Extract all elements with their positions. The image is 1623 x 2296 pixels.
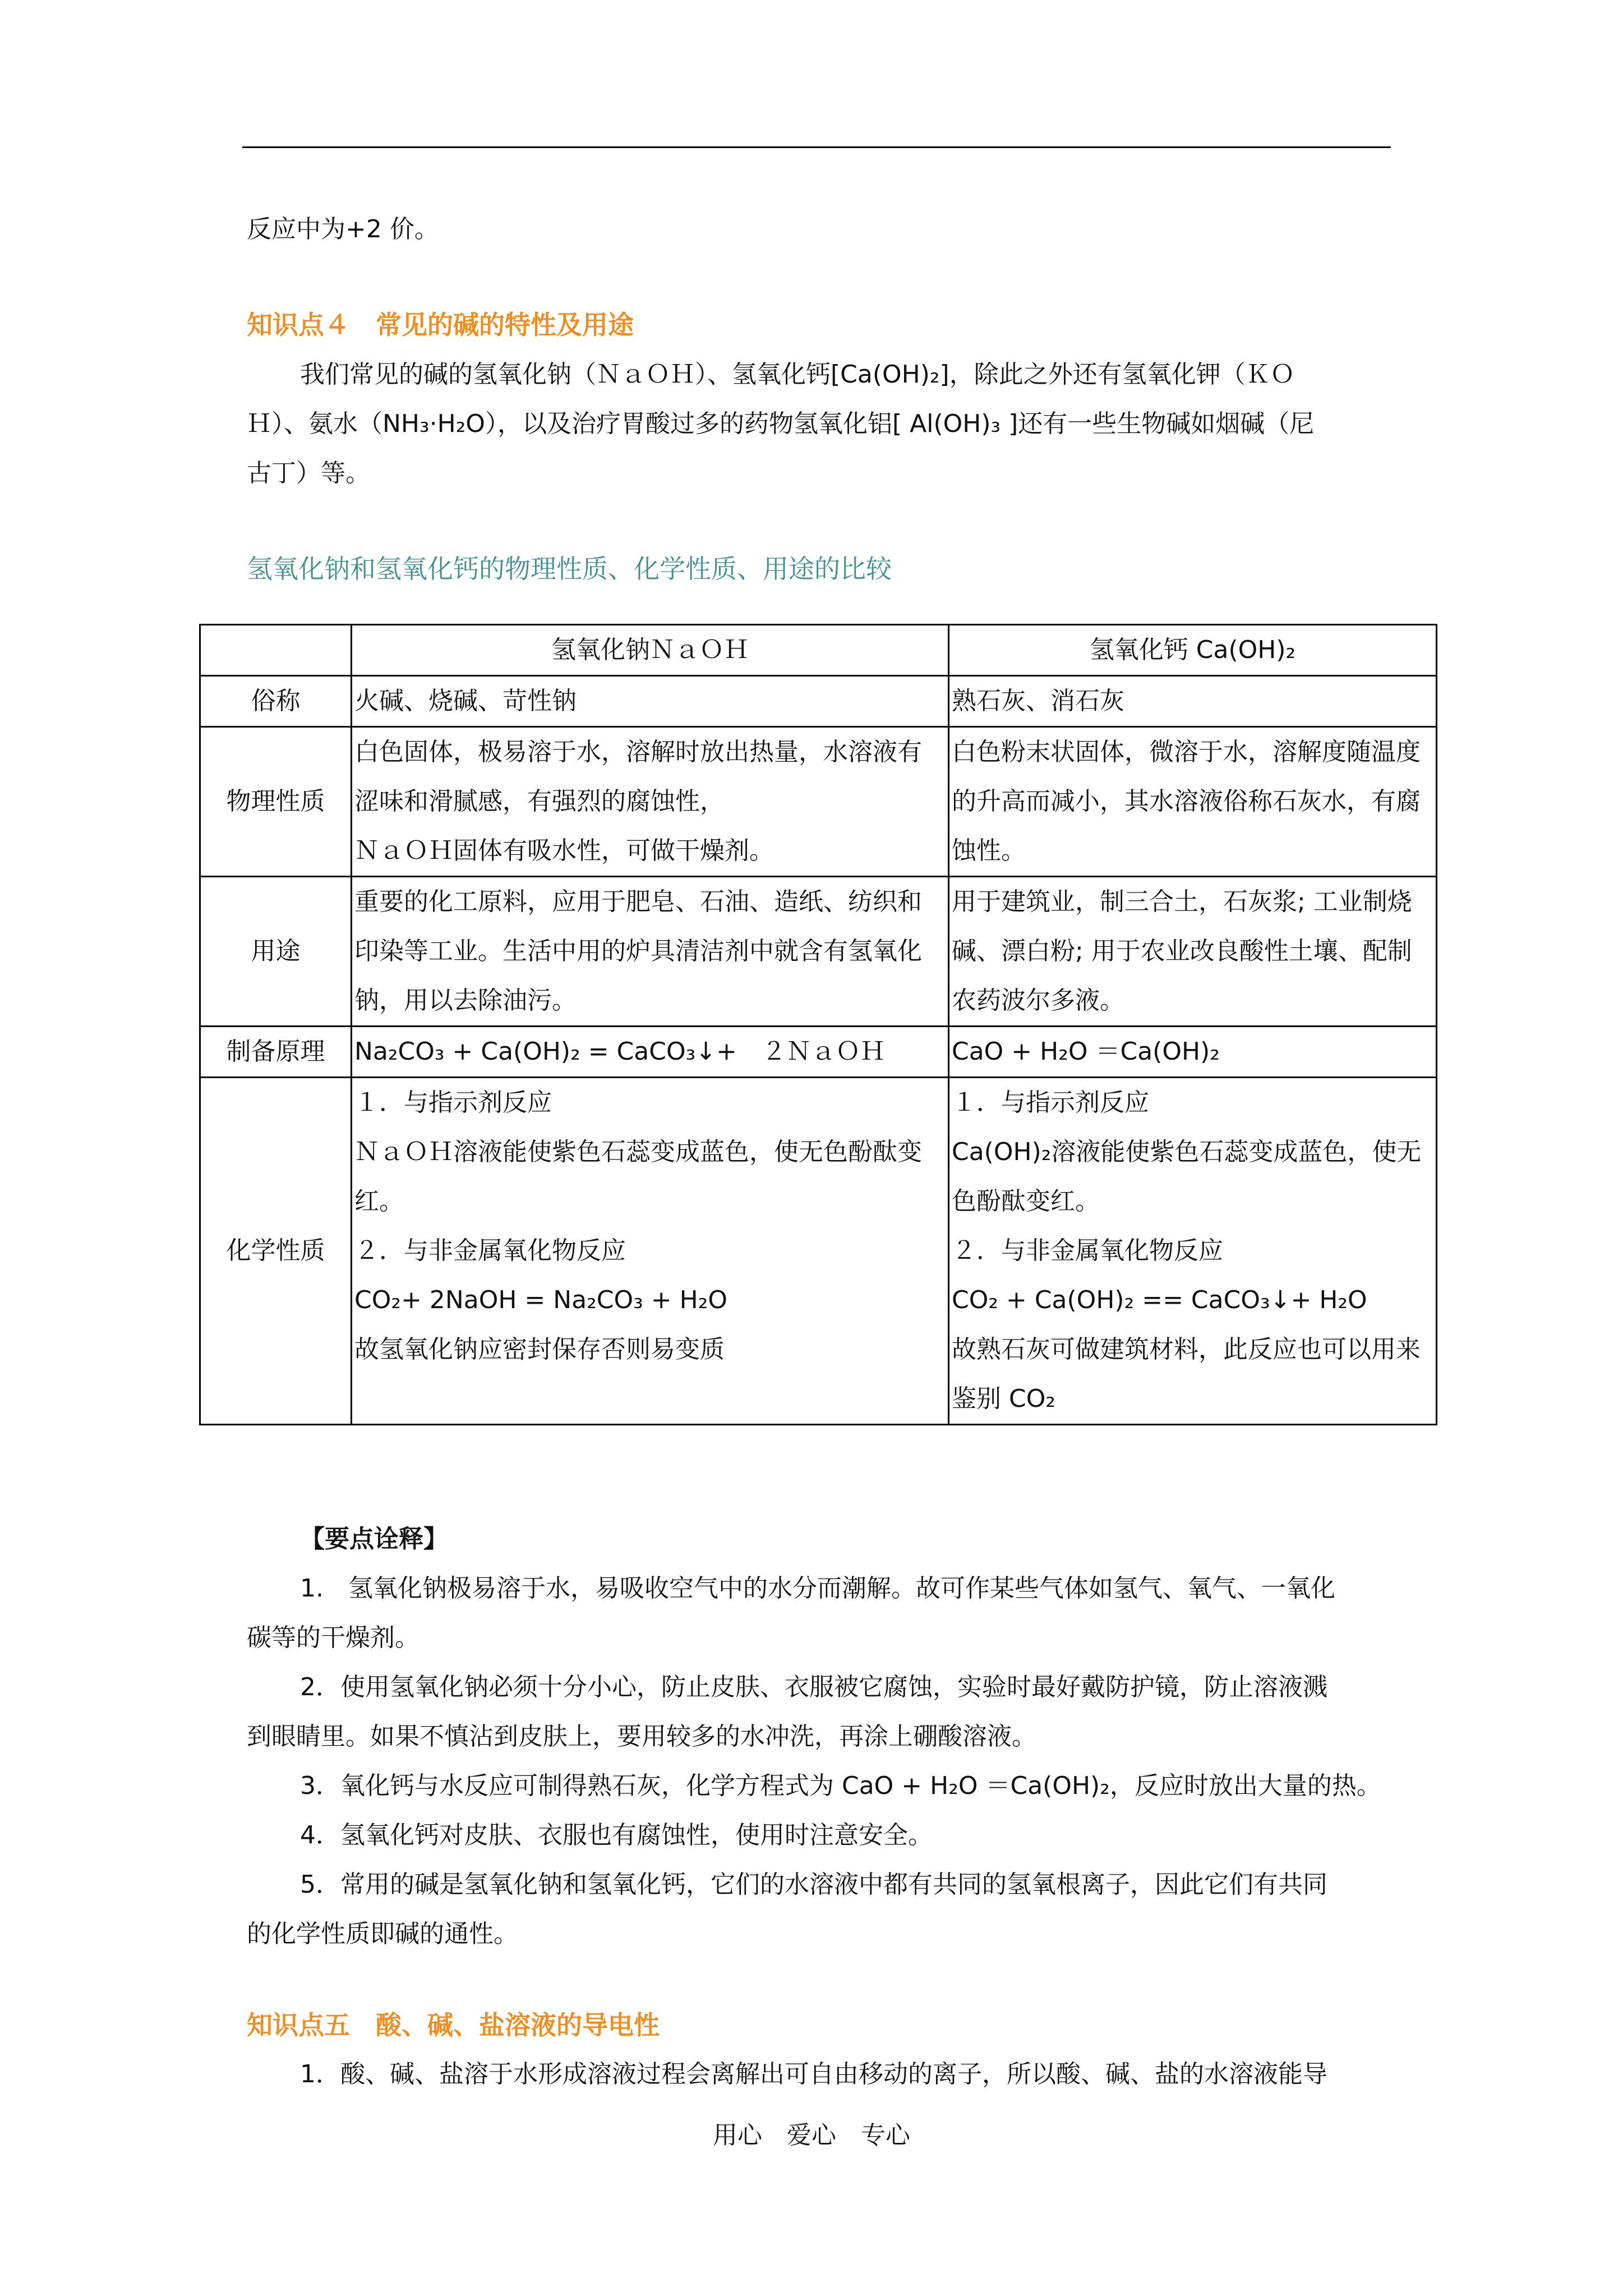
cell-line: 涩味和滑腻感，有强烈的腐蚀性，: [354, 787, 725, 816]
note-line: 碳等的干燥剂。: [247, 1623, 419, 1652]
intro-line-1: 我们常见的碱的氢氧化钠（ＮａＯＨ）、氢氧化钙[Ca(OH)₂]，除此之外还有氢氧化钾（ＫＯ: [300, 360, 1295, 389]
table-row: [200, 877, 1437, 1027]
table-title: 氢氧化钠和氢氧化钙的物理性质、化学性质、用途的比较: [247, 554, 892, 584]
cell-line: CaO + H₂O ＝Ca(OH)₂: [952, 1037, 1220, 1066]
cell-line: Ca(OH)₂溶液能使紫色石蕊变成蓝色，使无: [952, 1138, 1422, 1166]
note-line: 4．氢氧化钙对皮肤、衣服也有腐蚀性，使用时注意安全。: [300, 1821, 933, 1849]
table-row: [200, 1027, 1437, 1078]
row-label: 俗称: [200, 676, 352, 727]
row-label: 制备原理: [200, 1027, 352, 1078]
cell-line: 色酚酞变红。: [952, 1187, 1100, 1216]
cell-line: 火碱、烧碱、苛性钠: [354, 687, 577, 715]
naoh-cell: [352, 676, 949, 727]
cell-line: 碱、漂白粉; 用于农业改良酸性土壤、配制: [952, 937, 1412, 965]
cell-line: 熟石灰、消石灰: [952, 687, 1124, 715]
cell-line: 蚀性。: [952, 836, 1026, 865]
cell-line: 农药波尔多液。: [952, 986, 1124, 1015]
cell-line: 红。: [354, 1187, 404, 1216]
header-cell-naoh: 氢氧化钠ＮａＯＨ: [352, 625, 949, 676]
page-footer: 用心 爱心 专心: [713, 2121, 910, 2150]
cell-line: 重要的化工原料，应用于肥皂、石油、造纸、纺织和: [354, 887, 922, 916]
note-line: 5．常用的碱是氢氧化钠和氢氧化钙，它们的水溶液中都有共同的氢氧根离子，因此它们有共同: [300, 1870, 1327, 1899]
note-line: 2．使用氢氧化钠必须十分小心，防止皮肤、衣服被它腐蚀，实验时最好戴防护镜，防止溶液溅: [300, 1673, 1327, 1701]
cell-line: CO₂+ 2NaOH = Na₂CO₃ + H₂O: [354, 1286, 727, 1314]
row-label: 用途: [200, 877, 352, 1027]
cell-line: １．与指示剂反应: [354, 1088, 552, 1117]
cell-line: ２．与非金属氧化物反应: [952, 1236, 1223, 1265]
intro-line-2: Ｈ）、氨水（NH₃·H₂O），以及治疗胃酸过多的药物氢氧化铝[ Al(OH)₃ ]还有一些生物碱如烟碱（尼: [247, 409, 1315, 438]
note-line: 的化学性质即碱的通性。: [247, 1920, 518, 1948]
cell-line: ２．与非金属氧化物反应: [354, 1236, 626, 1265]
cell-line: 故氢氧化钠应密封保存否则易变质: [354, 1335, 725, 1364]
notes-title: 【要点诠释】: [300, 1525, 448, 1553]
cell-line: CO₂ + Ca(OH)₂ == CaCO₃↓+ H₂O: [952, 1286, 1367, 1314]
cell-line: 白色固体，极易溶于水，溶解时放出热量，水溶液有: [354, 738, 922, 766]
cell-line: 故熟石灰可做建筑材料，此反应也可以用来: [952, 1335, 1421, 1364]
cell-line: 钠，用以去除油污。: [354, 986, 577, 1015]
cell-line: ＮａＯＨ溶液能使紫色石蕊变成蓝色，使无色酚酞变: [354, 1138, 922, 1166]
comparison-table: [199, 624, 1437, 1425]
naoh-cell: [352, 1027, 949, 1078]
section-4-title: 知识点４ 常见的碱的特性及用途: [247, 310, 634, 340]
row-label: 化学性质: [200, 1078, 352, 1425]
naoh-cell: [352, 1078, 949, 1425]
caoh-cell: [949, 676, 1437, 727]
intro-line-3: 古丁）等。: [247, 459, 370, 487]
naoh-cell: [352, 727, 949, 877]
header-cell-empty: [200, 625, 352, 676]
section-5-title: 知识点五 酸、碱、盐溶液的导电性: [247, 2010, 660, 2040]
cell-line: 鉴别 CO₂: [952, 1384, 1055, 1413]
cell-line: 的升高而减小，其水溶液俗称石灰水，有腐: [952, 787, 1421, 816]
table-header-row: [200, 625, 1437, 676]
caoh-cell: [949, 877, 1437, 1027]
cell-line: 印染等工业。生活中用的炉具清洁剂中就含有氢氧化: [354, 937, 922, 965]
naoh-cell: [352, 877, 949, 1027]
table-row: [200, 676, 1437, 727]
table-row: [200, 727, 1437, 877]
header-cell-caoh: 氢氧化钙 Ca(OH)₂: [949, 625, 1437, 676]
cell-line: Na₂CO₃ + Ca(OH)₂ = CaCO₃↓+ ２ＮａＯＨ: [354, 1037, 885, 1066]
caoh-cell: [949, 1027, 1437, 1078]
caoh-cell: [949, 727, 1437, 877]
note-line: 1. 氢氧化钠极易溶于水，易吸收空气中的水分而潮解。故可作某些气体如氢气、氧气、一氧化: [300, 1574, 1335, 1603]
cell-line: 用于建筑业，制三合土，石灰浆; 工业制烧: [952, 887, 1412, 916]
cell-line: 白色粉末状固体，微溶于水，溶解度随温度: [952, 738, 1421, 766]
note-line: 3．氧化钙与水反应可制得熟石灰，化学方程式为 CaO + H₂O ＝Ca(OH)₂，反应时放出大量的热。: [300, 1772, 1381, 1800]
note-line: 到眼睛里。如果不慎沾到皮肤上，要用较多的水冲洗，再涂上硼酸溶液。: [247, 1722, 1036, 1751]
section-5-line: 1．酸、碱、盐溶于水形成溶液过程会离解出可自由移动的离子，所以酸、碱、盐的水溶液能导: [300, 2060, 1327, 2088]
caoh-cell: [949, 1078, 1437, 1425]
table-row: [200, 1078, 1437, 1425]
continuation-text: 反应中为+2 价。: [247, 215, 439, 243]
header-rule: [242, 146, 1391, 148]
row-label: 物理性质: [200, 727, 352, 877]
cell-line: ＮａＯＨ固体有吸水性，可做干燥剂。: [354, 836, 774, 865]
cell-line: １．与指示剂反应: [952, 1088, 1149, 1117]
